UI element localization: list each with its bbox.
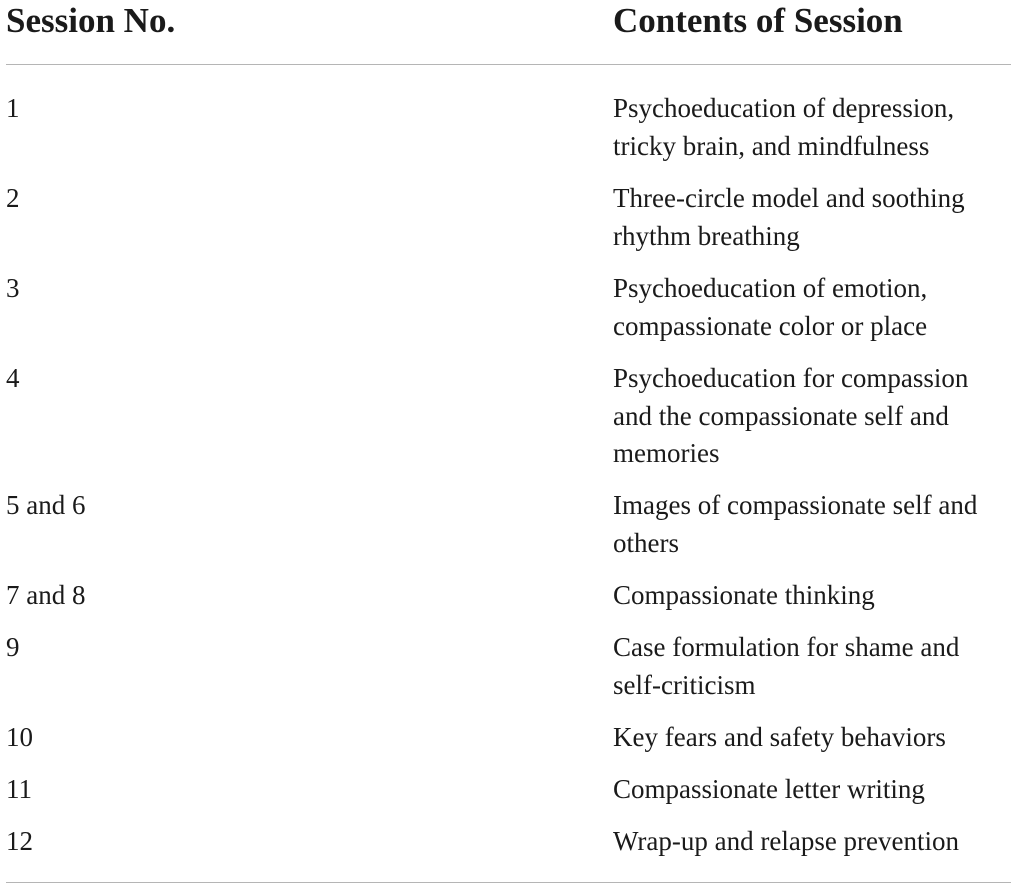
session-number-cell: 12	[6, 826, 33, 856]
table-row	[0, 629, 1017, 719]
contents-line: Compassionate thinking	[613, 580, 875, 610]
contents-line: memories	[613, 438, 720, 468]
table-row	[0, 771, 1017, 823]
table-row	[0, 360, 1017, 487]
session-number-cell: 4	[6, 363, 20, 393]
session-number-cell: 9	[6, 632, 20, 662]
session-number-cell: 11	[6, 774, 32, 804]
contents-line: rhythm breathing	[613, 220, 800, 251]
contents-line: tricky brain, and mindfulness	[613, 130, 930, 161]
header-session-no: Session No.	[6, 1, 176, 40]
table-body	[0, 90, 1017, 875]
header-rule	[6, 64, 1011, 65]
session-contents-cell	[613, 771, 1013, 809]
header-contents: Contents of Session	[613, 1, 903, 40]
table-header	[0, 0, 1017, 64]
contents-line: and the compassionate self and	[613, 400, 949, 431]
contents-line: Key fears and safety behaviors	[613, 722, 946, 752]
table-row	[0, 823, 1017, 875]
session-number-cell: 5 and 6	[6, 490, 86, 520]
session-contents-cell	[613, 577, 1013, 615]
session-number-cell: 2	[6, 183, 20, 213]
table-row	[0, 719, 1017, 771]
contents-line: self-criticism	[613, 669, 756, 700]
contents-line: Psychoeducation for compassion	[613, 363, 969, 393]
contents-line: Psychoeducation of emotion,	[613, 273, 928, 303]
bottom-rule	[6, 882, 1011, 883]
session-number-cell: 1	[6, 93, 20, 123]
session-contents-cell	[613, 90, 1013, 165]
contents-line: Images of compassionate self and	[613, 490, 978, 520]
contents-line: Case formulation for shame and	[613, 632, 960, 662]
session-number-cell: 7 and 8	[6, 580, 86, 610]
session-contents-cell	[613, 823, 1013, 861]
table-row	[0, 577, 1017, 629]
session-number-cell: 3	[6, 273, 20, 303]
session-contents-cell	[613, 487, 1013, 562]
contents-line: compassionate color or place	[613, 310, 928, 341]
table-row	[0, 487, 1017, 577]
contents-line: Psychoeducation of depression,	[613, 93, 955, 123]
table-row	[0, 90, 1017, 180]
contents-line: Compassionate letter writing	[613, 774, 925, 804]
session-contents-cell	[613, 270, 1013, 345]
contents-line: Three-circle model and soothing	[613, 183, 965, 213]
session-contents-cell	[613, 629, 1013, 704]
contents-line: others	[613, 527, 679, 558]
table-row	[0, 180, 1017, 270]
session-contents-cell	[613, 719, 1013, 757]
session-contents-cell	[613, 180, 1013, 255]
session-contents-cell	[613, 360, 1013, 473]
table-row	[0, 270, 1017, 360]
contents-line: Wrap-up and relapse prevention	[613, 826, 960, 856]
session-number-cell: 10	[6, 722, 33, 752]
